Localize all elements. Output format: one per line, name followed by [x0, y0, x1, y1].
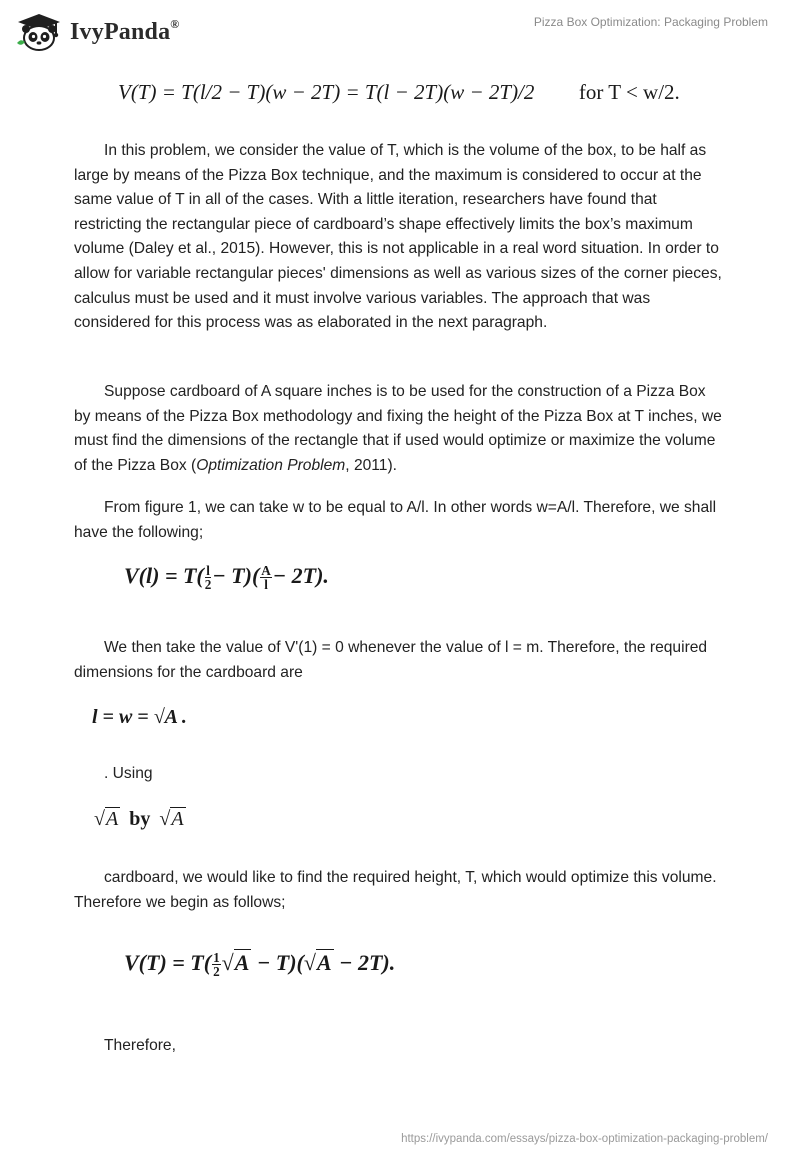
paragraph-6: cardboard, we would like to find the required height, T, which would optimize this volume. Therefore we begin as follows;: [74, 869, 717, 911]
formula-volume-t-expression: V(T) = T(l/2 − T)(w − 2T) = T(l − 2T)(w − 2T)/2: [118, 80, 535, 104]
paragraph-5: . Using: [104, 765, 153, 782]
paragraph-4: We then take the value of V'(1) = 0 whenever the value of l = m. Therefore, the required dimensions for the cardboard are: [74, 639, 708, 681]
formula-volume-t: [118, 80, 680, 105]
paragraph-1: In this problem, we consider the value of T, which is the volume of the box, to be half as large by means of the Pizza Box technique, and the maximum is considered to occur at the same value of T in all of the cases. With a little iteration, researchers have found that restricting the rectangular piece of cardboard’s shape effectively limits the box’s maximum volume (Daley et al., 2015). However, this is not applicable in a real word situation. In order to allow for variable rectangular pieces' dimensions as well as various sizes of the corner pieces, calculus must be used and it must involve various variables. The approach that was considered for this process was as elaborated in the next paragraph.: [74, 142, 722, 332]
formula-volume-sqrt: V(T) = T( $\frac{1}{2}$ √A − T)(√A − 2T).: [124, 950, 396, 980]
formula-volume-t-condition: for T < w/2.: [578, 80, 680, 104]
paragraph-3: From figure 1, we can take w to be equal to A/l. In other words w=A/l. Therefore, we shall have the following;: [74, 499, 717, 541]
page-header: [0, 0, 800, 70]
panda-graduate-icon: [14, 12, 64, 52]
paragraph-7: Therefore,: [104, 1037, 176, 1054]
ivypanda-logo[interactable]: [14, 12, 179, 52]
formula-dimensions: l = w = √A .: [92, 706, 187, 728]
paragraph-2: Suppose cardboard of A square inches is to be used for the construction of a Pizza Box by means of the Pizza Box methodology and fixing the height of the Pizza Box at T inches, we must find the dimensions of the rectangle that if used would optimize or maximize the volume of the Pizza Box (Optimization Problem, 2011).: [74, 383, 722, 474]
source-url[interactable]: https://ivypanda.com/essays/pizza-box-optimization-packaging-problem/: [401, 1133, 768, 1145]
logo-text: IvyPanda®: [70, 16, 180, 45]
document-title: Pizza Box Optimization: Packaging Problem: [533, 15, 768, 29]
formula-sqrt-by-sqrt: √A by √A: [94, 808, 184, 830]
formula-volume-l: V(l) = T( $\frac{l}{2}$ − T)( $\frac{A}{l}$ − 2T).: [124, 563, 329, 593]
